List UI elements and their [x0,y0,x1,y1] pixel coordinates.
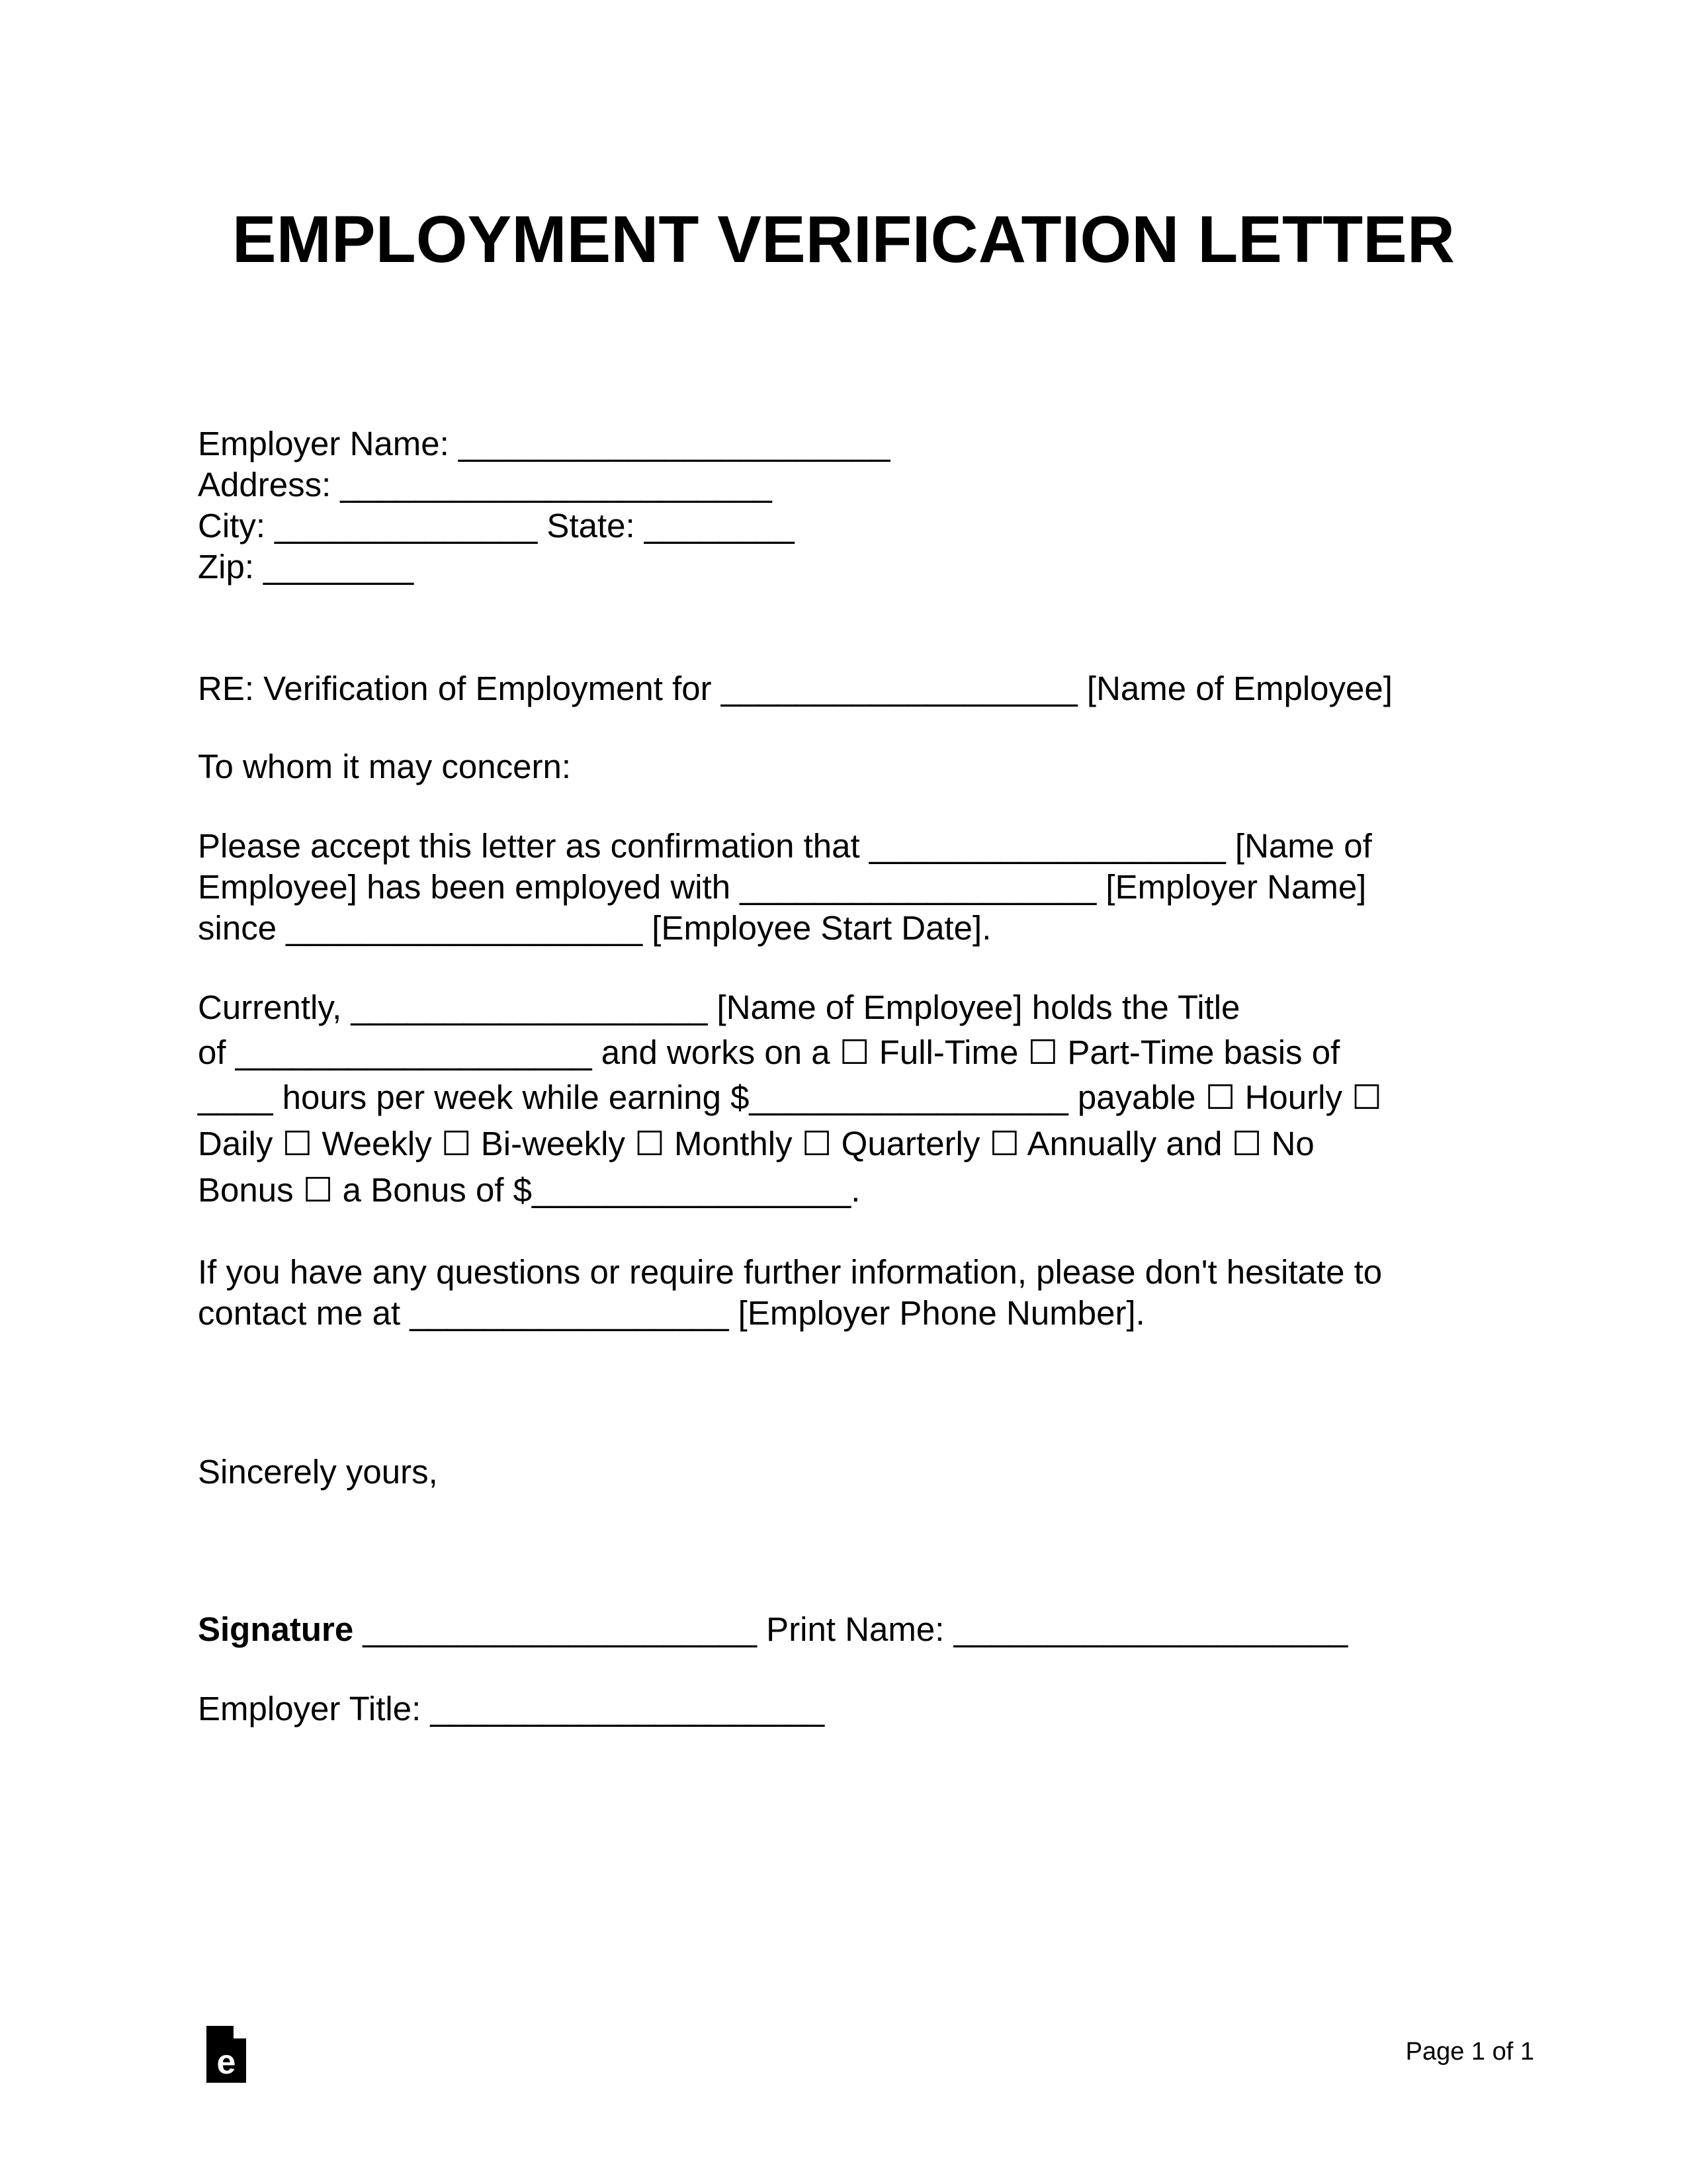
paragraph2-line: Daily ☐ Weekly ☐ Bi-weekly ☐ Monthly ☐ Quarterly ☐ Annually and ☐ No [198,1125,1315,1162]
eforms-logo-icon [206,2026,246,2083]
address-field: Address: _______________________ [198,466,772,503]
svg-text:e: e [216,2043,236,2081]
employer-title-field: Employer Title: _____________________ [198,1690,825,1727]
paragraph2-line: Currently, ___________________ [Name of Employee] holds the Title [198,988,1240,1026]
paragraph2-line: of ___________________ and works on a ☐ Full-Time ☐ Part-Time basis of [198,1033,1340,1071]
paragraph1-line: since ___________________ [Employee Start Date]. [198,909,992,947]
salutation: To whom it may concern: [198,748,572,785]
signature-print-name-line: _____________________ Print Name: _____________________ [353,1610,1348,1648]
closing: Sincerely yours, [198,1453,438,1491]
employer-name-field: Employer Name: _______________________ [198,425,890,462]
re-line: RE: Verification of Employment for ___________________ [Name of Employee] [198,670,1393,707]
paragraph3-line: If you have any questions or require further information, please don't hesitate to [198,1253,1383,1291]
signature-label: Signature [198,1610,354,1648]
city-state-field: City: ______________ State: ________ [198,507,795,545]
signature-row [198,1609,1348,1650]
paragraph1-line: Please accept this letter as confirmation that ___________________ [Name of [198,827,1372,865]
page-number: Page 1 of 1 [1405,2038,1534,2066]
paragraph2-line: Bonus ☐ a Bonus of $_________________. [198,1171,861,1209]
paragraph2-line: ____ hours per week while earning $_________________ payable ☐ Hourly ☐ [198,1078,1382,1116]
page-title: EMPLOYMENT VERIFICATION LETTER [232,202,1455,277]
paragraph3-line: contact me at _________________ [Employer Phone Number]. [198,1294,1145,1332]
zip-field: Zip: ________ [198,548,414,586]
paragraph1-line: Employee] has been employed with ___________________ [Employer Name] [198,868,1367,906]
